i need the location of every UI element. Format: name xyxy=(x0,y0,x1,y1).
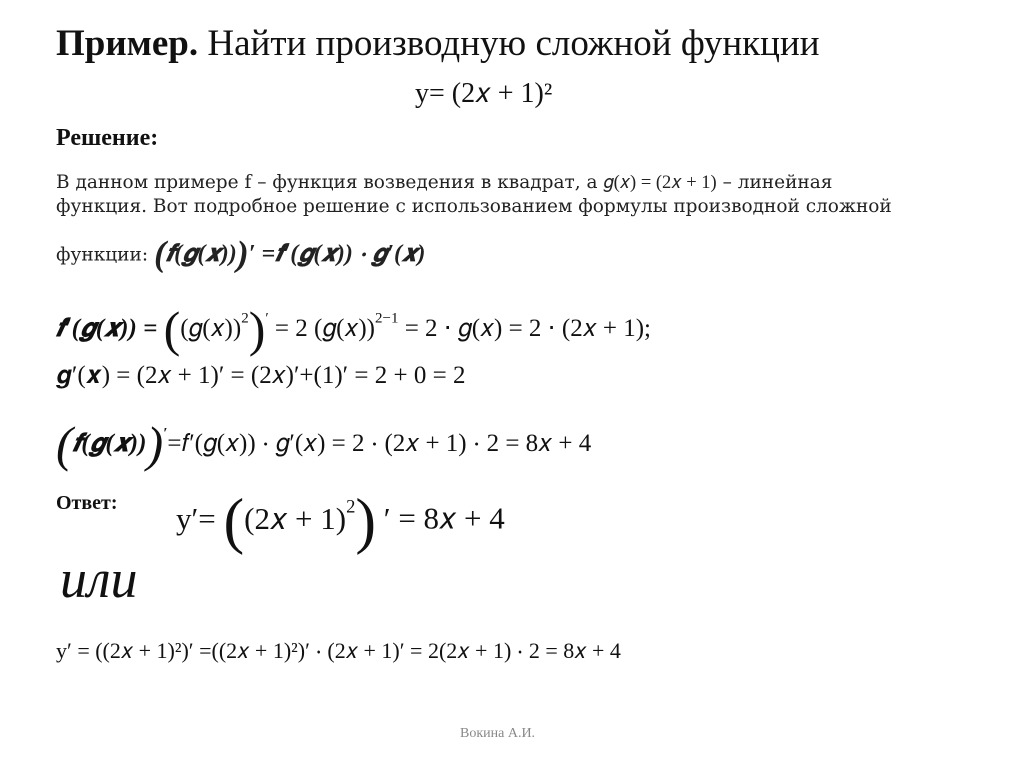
paragraph-line-1-math: 𝑔(𝑥) = (2𝑥 + 1) xyxy=(603,173,717,193)
eq1-rhs: = 2 (𝑔(𝑥)) xyxy=(268,315,375,342)
eq1-tail: = 2 ⋅ 𝑔(𝑥) = 2 ⋅ (2𝑥 + 1); xyxy=(398,315,651,342)
solution-heading: Решение: xyxy=(56,125,159,151)
answer-label: Ответ: xyxy=(56,492,118,514)
paragraph-line-3-text: функции: xyxy=(56,244,154,266)
equation-inner-derivative: 𝒈′(𝒙) = (2𝑥 + 1)′ = (2𝑥)′+(1)′ = 2 + 0 = 2 xyxy=(56,362,466,389)
paragraph-line-1-tail: – линейная xyxy=(716,172,833,193)
equation-outer-derivative xyxy=(56,300,651,358)
answer-formula-tail: = 8𝑥 + 4 xyxy=(390,500,505,536)
eq1-exponent: 2−1 xyxy=(374,310,399,327)
slide-title xyxy=(56,22,820,65)
paragraph-line-3 xyxy=(56,232,425,274)
title-example-label: Пример. xyxy=(56,23,199,64)
eq1-lhs: 𝒇′(𝒈(𝒙)) = xyxy=(56,315,164,342)
answer-formula xyxy=(176,486,505,557)
paragraph-line-2: функция. Вот подробное решение с использованием формулы производной сложной xyxy=(56,196,892,217)
paragraph-line-1 xyxy=(56,172,832,194)
or-word: или xyxy=(60,549,138,609)
footer-author: Вокина А.И. xyxy=(460,726,536,741)
eq1-middle: ((𝑔(𝑥))$^2$)′ xyxy=(163,301,269,357)
equation-full-derivative xyxy=(56,415,591,473)
chain-rule-formula: (𝒇(𝒈(𝒙)))′ =𝒇′(𝒈(𝒙)) ⋅ 𝒈′(𝒙) xyxy=(153,233,426,273)
paragraph-line-1-text: В данном примере f – функция возведения в квадрат, а xyxy=(56,172,604,193)
answer-formula-head: y′= ((2𝑥 + 1)$^2$) ′ xyxy=(176,487,391,555)
eq3-tail: =𝑓′(𝑔(𝑥)) ⋅ 𝑔′(𝑥) = 2 ⋅ (2𝑥 + 1) ⋅ 2 = 8𝑥 + 4 xyxy=(167,430,592,457)
final-formula: y′ = ((2𝑥 + 1)²)′ =((2𝑥 + 1)²)′ ⋅ (2𝑥 + 1)′ = 2(2𝑥 + 1) ⋅ 2 = 8𝑥 + 4 xyxy=(56,638,621,663)
title-task-text: Найти производную сложной функции xyxy=(207,23,820,64)
function-formula: y= (2𝑥 + 1)² xyxy=(415,78,553,109)
eq3-lhs: (𝒇(𝒈(𝒙)))′ xyxy=(56,416,168,472)
